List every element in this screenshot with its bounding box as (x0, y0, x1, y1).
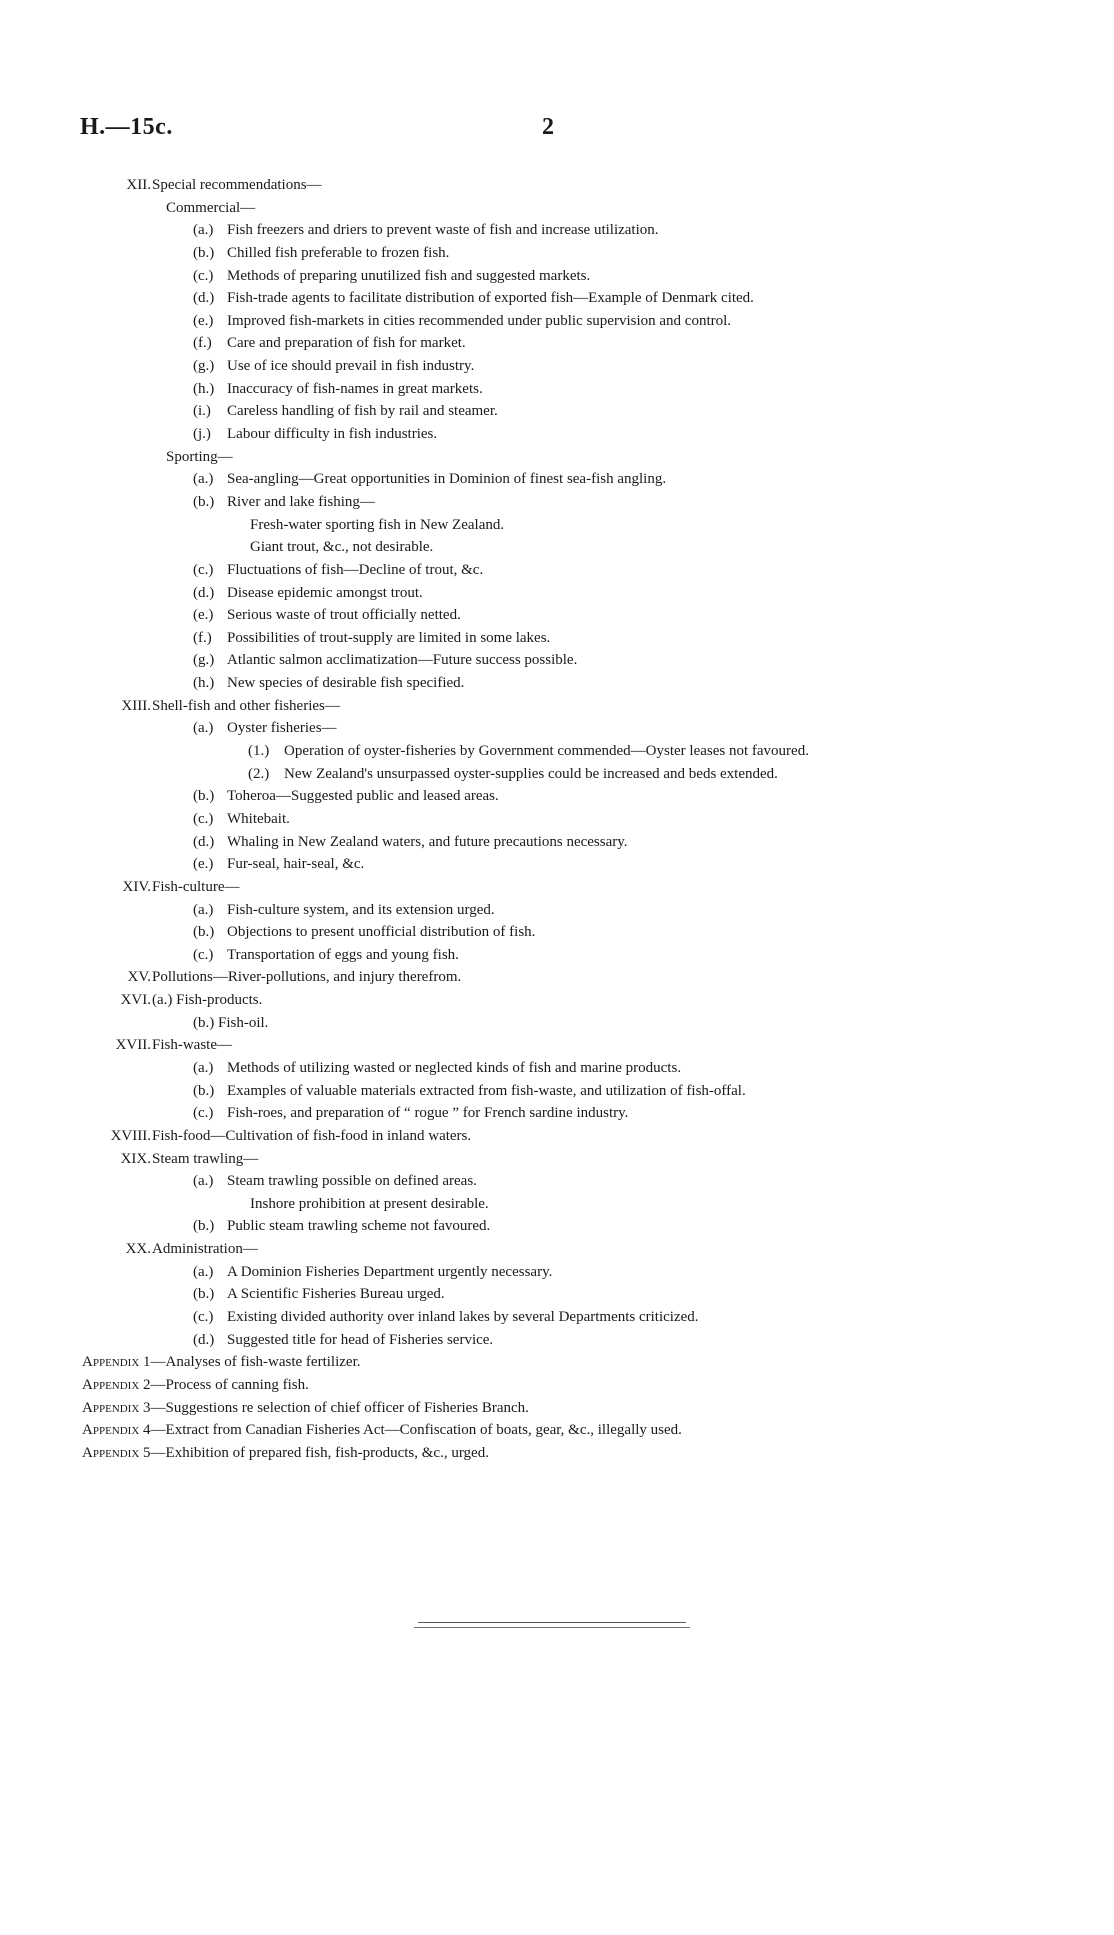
section-title: Fish-food—Cultivation of fish-food in inland waters. (152, 1127, 472, 1144)
list-item (0, 944, 1114, 967)
section-title: (a.) Fish-products. (152, 992, 263, 1009)
list-item (0, 1215, 1114, 1238)
item-marker: (b.) (193, 788, 215, 805)
subheading-text: Sporting— (166, 448, 233, 465)
item-text: Care and preparation of fish for market. (227, 335, 466, 352)
list-item (0, 582, 1114, 605)
item-number: (1.) (248, 743, 270, 760)
item-text: Transportation of eggs and young fish. (227, 946, 459, 963)
end-rule (418, 1622, 686, 1623)
section-number: XX. (125, 1241, 151, 1258)
subheading (0, 446, 1114, 469)
list-item (0, 491, 1114, 514)
section-title: Shell-fish and other fisheries— (152, 697, 340, 714)
appendix-entry (0, 1397, 1114, 1420)
section-heading (0, 989, 1114, 1012)
appendix-text (82, 1351, 360, 1374)
list-item (0, 1102, 1114, 1125)
item-text: New Zealand's unsurpassed oyster-supplies could be increased and beds extended. (284, 765, 778, 782)
list-item (0, 559, 1114, 582)
item-text: Disease epidemic amongst trout. (227, 584, 423, 601)
item-marker: (a.) (193, 1173, 214, 1190)
section-number: XII. (126, 177, 151, 193)
appendix-description: —Exhibition of prepared fish, fish-products, &c., urged. (150, 1444, 489, 1461)
item-text: Possibilities of trout-supply are limited in some lakes. (227, 629, 551, 646)
list-item (0, 672, 1114, 695)
item-marker: (g.) (193, 358, 215, 375)
item-marker: (d.) (193, 1331, 215, 1348)
item-text: Fluctuations of fish—Decline of trout, &c. (227, 561, 484, 578)
appendix-text (82, 1419, 682, 1442)
item-marker: (f.) (193, 335, 212, 352)
section-title: Administration— (152, 1241, 258, 1258)
item-text: Steam trawling possible on defined areas. (227, 1173, 477, 1190)
continuation-line (0, 514, 1114, 537)
list-item (0, 717, 1114, 740)
list-item (0, 785, 1114, 808)
item-marker: (a.) (193, 720, 214, 737)
item-marker: (a.) (193, 1059, 214, 1076)
list-item (0, 242, 1114, 265)
section-heading (0, 695, 1114, 718)
appendix-label: Appendix 2 (82, 1376, 151, 1393)
list-item (0, 853, 1114, 876)
list-item (0, 332, 1114, 355)
item-text: Oyster fisheries— (227, 720, 337, 737)
appendix-entry (0, 1374, 1114, 1397)
list-item (0, 1261, 1114, 1284)
list-item (0, 921, 1114, 944)
section-heading (0, 1125, 1114, 1148)
item-marker: (d.) (193, 290, 215, 307)
subheading-text: Commercial— (166, 199, 256, 216)
appendix-label: Appendix 4 (82, 1422, 151, 1439)
numbered-item (0, 740, 1114, 763)
end-rule-lower (414, 1627, 690, 1628)
item-text: Fish freezers and driers to prevent waste of fish and increase utilization. (227, 222, 659, 239)
section-number: XIV. (122, 878, 151, 895)
list-item (0, 219, 1114, 242)
section-number: XVII. (115, 1037, 151, 1054)
item-text: Serious waste of trout officially netted. (227, 607, 461, 624)
item-marker: (a.) (193, 222, 214, 239)
continuation-line (0, 536, 1114, 559)
item-marker: (c.) (193, 1105, 214, 1122)
item-marker: (h.) (193, 675, 215, 692)
appendix-label: Appendix 3 (82, 1399, 151, 1416)
section-title: Special recommendations— (152, 177, 322, 193)
item-marker: (b.) (193, 493, 215, 510)
item-text: Objections to present unofficial distribution of fish. (227, 924, 536, 941)
item-marker: (i.) (193, 403, 211, 420)
continuation-line (0, 1193, 1114, 1216)
section-heading (0, 1238, 1114, 1261)
item-text: Labour difficulty in fish industries. (227, 426, 438, 443)
item-marker: (f.) (193, 629, 212, 646)
appendix-description: —Analyses of fish-waste fertilizer. (150, 1354, 361, 1371)
item-text: Sea-angling—Great opportunities in Dominion of finest sea-fish angling. (227, 471, 667, 488)
item-marker: (d.) (193, 833, 215, 850)
section-title: Fish-culture— (152, 878, 240, 895)
item-text: A Dominion Fisheries Department urgently necessary. (227, 1263, 553, 1280)
item-marker: (e.) (193, 607, 214, 624)
list-item (0, 1306, 1114, 1329)
item-marker: (a.) (193, 471, 214, 488)
list-item (0, 378, 1114, 401)
section-title: Steam trawling— (152, 1150, 259, 1167)
item-marker: (j.) (193, 426, 211, 443)
item-marker: (g.) (193, 652, 215, 669)
item-text: Use of ice should prevail in fish industry. (227, 358, 475, 375)
section-heading (0, 876, 1114, 899)
item-marker: (c.) (193, 810, 214, 827)
section-heading (0, 1148, 1114, 1171)
item-text: Suggested title for head of Fisheries service. (227, 1331, 494, 1348)
item-text: Fish-trade agents to facilitate distribution of exported fish—Example of Denmark cited. (227, 290, 754, 307)
item-text: Improved fish-markets in cities recommended under public supervision and control. (227, 312, 732, 329)
item-marker: (b.) (193, 1286, 215, 1303)
section-number: XV. (127, 969, 151, 986)
item-text: River and lake fishing— (227, 493, 375, 510)
appendix-description: —Suggestions re selection of chief officer of Fisheries Branch. (150, 1399, 529, 1416)
subheading (0, 197, 1114, 220)
item-text: Fish-culture system, and its extension urged. (227, 901, 495, 918)
section-number: XIII. (121, 697, 151, 714)
item-text: Fish-roes, and preparation of “ rogue ” for French sardine industry. (227, 1105, 629, 1122)
item-text: Operation of oyster-fisheries by Government commended—Oyster leases not favoured. (284, 743, 809, 760)
item-number: (2.) (248, 765, 270, 782)
item-text: Chilled fish preferable to frozen fish. (227, 244, 450, 261)
item-text: Methods of utilizing wasted or neglected kinds of fish and marine products. (227, 1059, 682, 1076)
list-item (0, 649, 1114, 672)
list-item (0, 468, 1114, 491)
list-item (0, 808, 1114, 831)
section-title: Fish-waste— (152, 1037, 232, 1054)
item-text: Inshore prohibition at present desirable. (250, 1195, 489, 1212)
appendix-entry (0, 1351, 1114, 1374)
appendix-text (82, 1397, 529, 1420)
list-item (0, 1057, 1114, 1080)
contents-list (0, 174, 1114, 1465)
list-item (0, 627, 1114, 650)
item-marker: (c.) (193, 946, 214, 963)
item-text: Existing divided authority over inland lakes by several Departments criticized. (227, 1309, 699, 1326)
list-item (0, 355, 1114, 378)
item-text: Whaling in New Zealand waters, and future precautions necessary. (227, 833, 628, 850)
item-text: Fur-seal, hair-seal, &c. (227, 856, 365, 873)
item-text: Toheroa—Suggested public and leased areas. (227, 788, 499, 805)
list-item (0, 310, 1114, 333)
item-marker: (b.) (193, 1082, 215, 1099)
item-marker: (h.) (193, 380, 215, 397)
appendix-entry (0, 1442, 1114, 1465)
list-item (0, 400, 1114, 423)
list-item (0, 1329, 1114, 1352)
list-item (0, 287, 1114, 310)
numbered-item (0, 763, 1114, 786)
item-text: Careless handling of fish by rail and steamer. (227, 403, 498, 420)
item-marker: (a.) (193, 901, 214, 918)
item-text: Fresh-water sporting fish in New Zealand. (250, 516, 505, 533)
item-text: Public steam trawling scheme not favoured. (227, 1218, 491, 1235)
appendix-label: Appendix 1 (82, 1354, 151, 1371)
item-marker: (c.) (193, 561, 214, 578)
item-text: New species of desirable fish specified. (227, 675, 465, 692)
item-marker: (b.) (193, 244, 215, 261)
item-text: Whitebait. (227, 810, 290, 827)
section-heading (0, 174, 1114, 197)
section-number: XVI. (120, 992, 151, 1009)
appendix-description: —Process of canning fish. (150, 1376, 309, 1393)
item-text: (b.) Fish-oil. (193, 1014, 269, 1031)
appendix-text (82, 1442, 489, 1465)
appendix-entry (0, 1419, 1114, 1442)
section-heading (0, 1034, 1114, 1057)
section-heading (0, 966, 1114, 989)
list-item (0, 1170, 1114, 1193)
document-reference: H.—15c. (80, 114, 173, 140)
section-title: Pollutions—River-pollutions, and injury therefrom. (152, 969, 462, 986)
appendix-text (82, 1374, 309, 1397)
list-item (0, 423, 1114, 446)
item-text: Methods of preparing unutilized fish and suggested markets. (227, 267, 591, 284)
item-text: Atlantic salmon acclimatization—Future success possible. (227, 652, 578, 669)
list-item (0, 1012, 1114, 1035)
list-item (0, 831, 1114, 854)
item-marker: (c.) (193, 1309, 214, 1326)
list-item (0, 1283, 1114, 1306)
appendix-description: —Extract from Canadian Fisheries Act—Confiscation of boats, gear, &c., illegally used. (150, 1422, 682, 1439)
item-marker: (b.) (193, 924, 215, 941)
page-number: 2 (542, 114, 554, 140)
item-marker: (c.) (193, 267, 214, 284)
section-number: XVIII. (110, 1127, 151, 1144)
item-text: Examples of valuable materials extracted from fish-waste, and utilization of fish-offal. (227, 1082, 746, 1099)
item-marker: (b.) (193, 1218, 215, 1235)
item-marker: (a.) (193, 1263, 214, 1280)
list-item (0, 899, 1114, 922)
item-text: A Scientific Fisheries Bureau urged. (227, 1286, 445, 1303)
item-marker: (e.) (193, 312, 214, 329)
item-marker: (d.) (193, 584, 215, 601)
list-item (0, 604, 1114, 627)
section-number: XIX. (120, 1150, 151, 1167)
list-item (0, 1080, 1114, 1103)
appendix-label: Appendix 5 (82, 1444, 151, 1461)
item-marker: (e.) (193, 856, 214, 873)
item-text: Giant trout, &c., not desirable. (250, 539, 434, 556)
list-item (0, 265, 1114, 288)
item-text: Inaccuracy of fish-names in great markets. (227, 380, 483, 397)
page-header (80, 114, 560, 144)
